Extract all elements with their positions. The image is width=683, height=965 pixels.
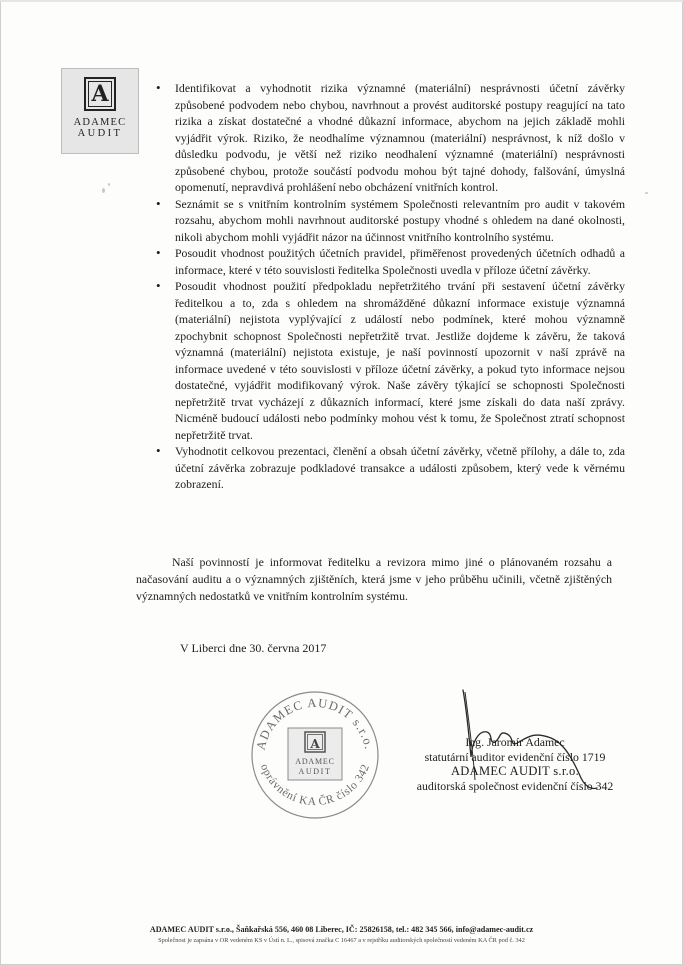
logo-mark: A [84,77,116,111]
stamp-top-text: ADAMEC AUDIT s.r.o. [253,695,377,752]
list-item: • Vyhodnotit celkovou prezentaci, členění a obsah účetní závěrky, včetně přílohy, a dále to, zda účetní závěrka zobrazuje podkladové transakce a události způsobem, který vede k věrnému zobrazení. [153,443,625,493]
company-stamp [250,690,380,820]
signatory-name: Ing. Jaromír Adamec [465,735,565,749]
responsibility-list [153,80,625,493]
bullet-section [153,80,625,493]
signatory-company-reg: auditorská společnost evidenční číslo 342 [416,778,614,793]
list-item: • Posoudit vhodnost použití předpokladu nepřetržitého trvání při sestavení účetní závěrky ředitelkou a to, zda s ohledem na shromážděné důkazní informace existuje významná (materiální) nejistota vyplývající z událostí nebo podmínek, které mohou významně zpochybnit schopnost Společnosti nepřetržitě trvat. Jestliže dojdeme k závěru, že taková významná (materiální) nejistota existuje, je naší povinností upozornit v naší zprávě na informace uvedené v této souvislosti v příloze účetní závěrky, a pokud tyto informace nejsou dostatečné, vyjádřit modifikovaný výrok. Naše závěry týkající se schopnosti Společnosti nepřetržitě trvat vycházejí z důkazních informací, které jsme získali do data naší zprávy. Nicméně budoucí události nebo podmínky mohou vést k tomu, že Společnost ztratí schopnost nepřetržitě trvat. [153,278,625,443]
closing-paragraph: Naší povinností je informovat ředitelku a revizora mimo jiné o plánovaném rozsahu a načasování auditu a o významných zjištěních, která jsme v jeho průběhu učinili, včetně zjištěných významných nedostatků ve vnitřním kontrolním systému. [136,555,612,603]
scan-edge [0,0,683,2]
scan-speck [645,192,648,194]
logo-line-1: ADAMEC [73,117,127,128]
list-item: • Identifikovat a vyhodnotit rizika významné (materiální) nesprávnosti účetní závěrky způsobené podvodem nebo chybou, navrhnout a provést auditorské postupy reagující na tato rizika a získat dostatečné a vhodné důkazní informace, abychom na jejich základě mohli vyjádřit výrok. Riziko, že neodhalíme významnou (materiální) nesprávnost, k níž došlo v důsledku podvodu, je větší než riziko neodhalení významné (materiální) nesprávnosti způsobené chybou, protože součástí podvodu mohou být tajné dohody, falšování, úmyslná opomenutí, nepravdivá prohlášení nebo obcházení vnitřních kontrol. [153,80,625,196]
logo-line-2: AUDIT [77,128,123,139]
footer-registration: Společnost je zapsána v OR vedeném KS v Ústí n. L., spisová značka C 16467 a v rejstříku auditorských společností vedeném KA ČR pod č. 342 [158,937,525,944]
list-item: • Seznámit se s vnitřním kontrolním systémem Společnosti relevantním pro audit v takovém rozsahu, abychom mohli navrhnout auditorské postupy vhodné s ohledem na dané okolnosti, nikoli abychom mohli vyjádřit názor na účinnost vnitřního kontrolního systému. [153,196,625,246]
scan-speck [102,188,105,193]
stamp-mark: A [310,737,320,751]
stamp-line-1: ADAMEC [295,757,335,766]
place-and-date: V Liberci dne 30. června 2017 [180,641,327,655]
signatory-title: statutární auditor evidenční číslo 1719 [424,749,606,764]
company-logo [61,68,139,154]
signatory-company: ADAMEC AUDIT s.r.o. [450,764,580,778]
stamp-line-2: AUDIT [298,767,332,776]
signature-block [395,735,635,793]
scan-speck [108,183,110,186]
list-item: • Posoudit vhodnost použitých účetních pravidel, přiměřenost provedených účetních odhadů a informace, které v této souvislosti ředitelka Společnosti uvedla v příloze účetní závěrky. [153,245,625,278]
footer-contact: ADAMEC AUDIT s.r.o., Šaňkařská 556, 460 08 Liberec, IČ: 25826158, tel.: 482 345 566, info@adamec-audit.cz [149,925,534,934]
stamp-bottom-text: oprávnění KA ČR číslo 342 [257,762,373,809]
